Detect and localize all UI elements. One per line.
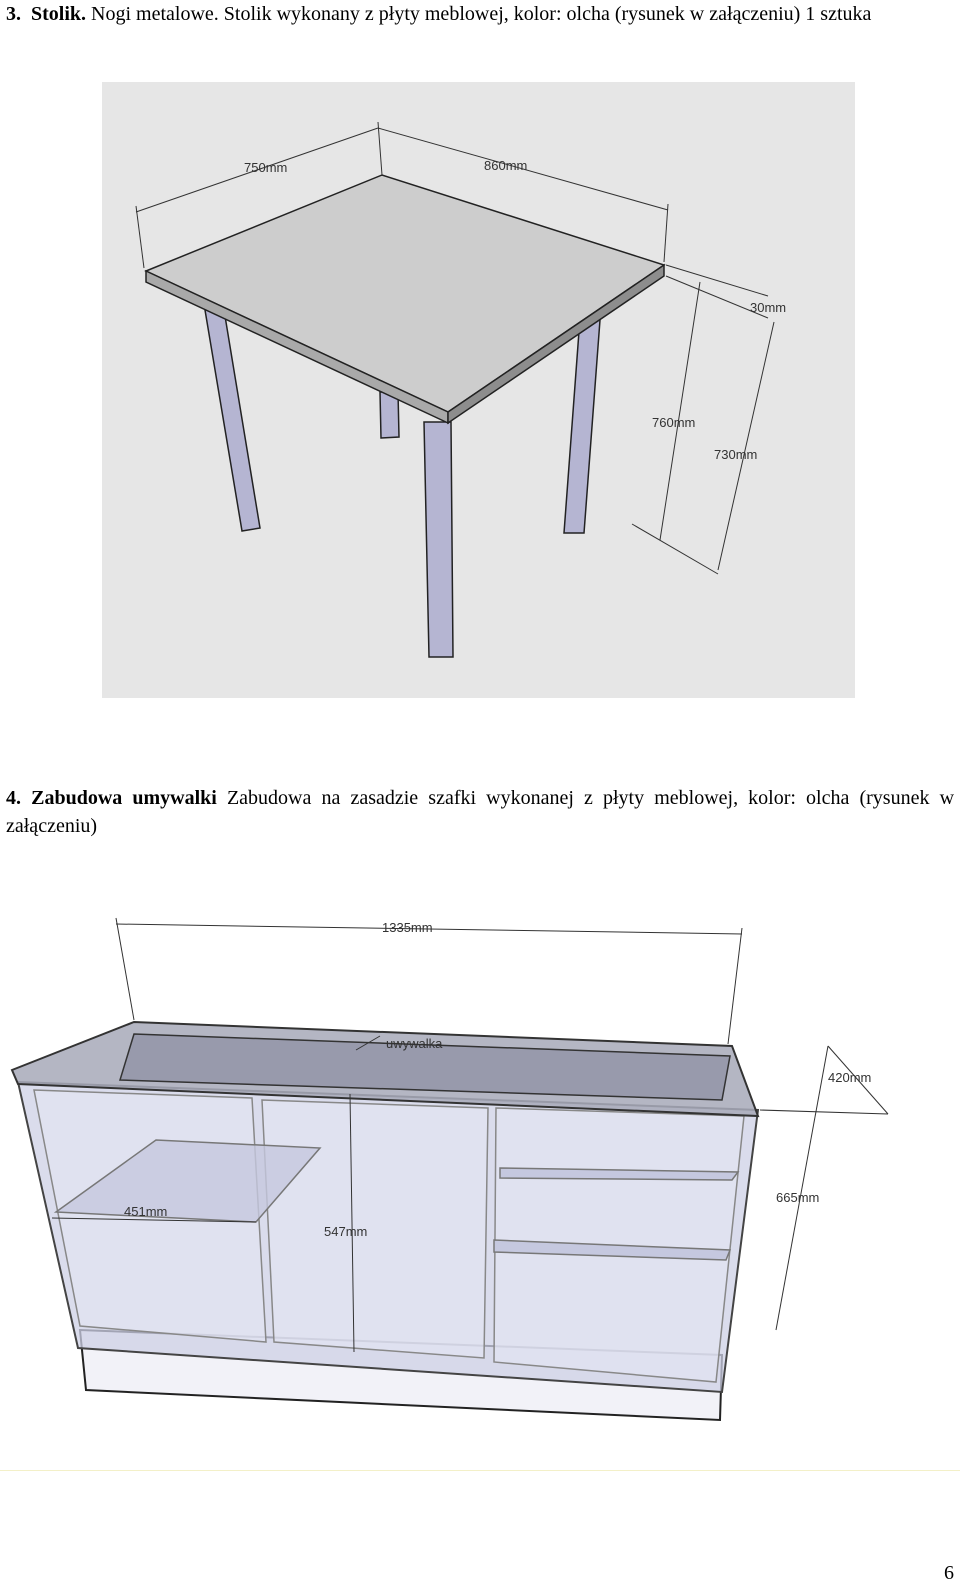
cabinet-drawing-svg xyxy=(0,910,960,1470)
table-leg-back-right xyxy=(564,318,600,533)
table-drawing-svg xyxy=(102,82,855,698)
section-4-number: 4. xyxy=(6,787,21,809)
dim-label: 860mm xyxy=(484,158,528,173)
section-3-text: Nogi metalowe. Stolik wykonany z płyty meblowej, kolor: olcha (rysunek w załączeniu) 1 sztuka xyxy=(91,3,872,25)
page-divider xyxy=(0,1470,960,1471)
table-leg-front-left xyxy=(205,310,260,531)
section-3-paragraph xyxy=(6,0,954,28)
dim-label: 547mm xyxy=(324,1224,368,1239)
section-3-title: Stolik. xyxy=(31,3,87,25)
section-4-title: Zabudowa umywalki xyxy=(31,787,217,809)
dim-label: 420mm xyxy=(828,1070,872,1085)
cabinet-drawing xyxy=(0,910,960,1470)
dim-label: 30mm xyxy=(750,300,787,315)
dim-label: 451mm xyxy=(124,1204,168,1219)
table-drawing xyxy=(102,82,855,698)
dim-label: 1335mm xyxy=(382,920,433,935)
table-leg-front xyxy=(424,422,453,657)
cabinet-middle-compartment xyxy=(262,1100,488,1358)
page-number: 6 xyxy=(944,1562,954,1584)
dim-label: uwywalka xyxy=(386,1036,443,1051)
section-4-paragraph xyxy=(6,784,954,840)
section-4-text: Zabudowa na zasadzie szafki wykonanej z płyty meblowej, kolor: olcha (rysunek w załączeniu) xyxy=(6,787,955,837)
dim-label: 665mm xyxy=(776,1190,820,1205)
section-3-number: 3. xyxy=(6,3,21,25)
dim-label: 760mm xyxy=(652,415,696,430)
dim-label: 730mm xyxy=(714,447,758,462)
dim-label: 750mm xyxy=(244,160,288,175)
